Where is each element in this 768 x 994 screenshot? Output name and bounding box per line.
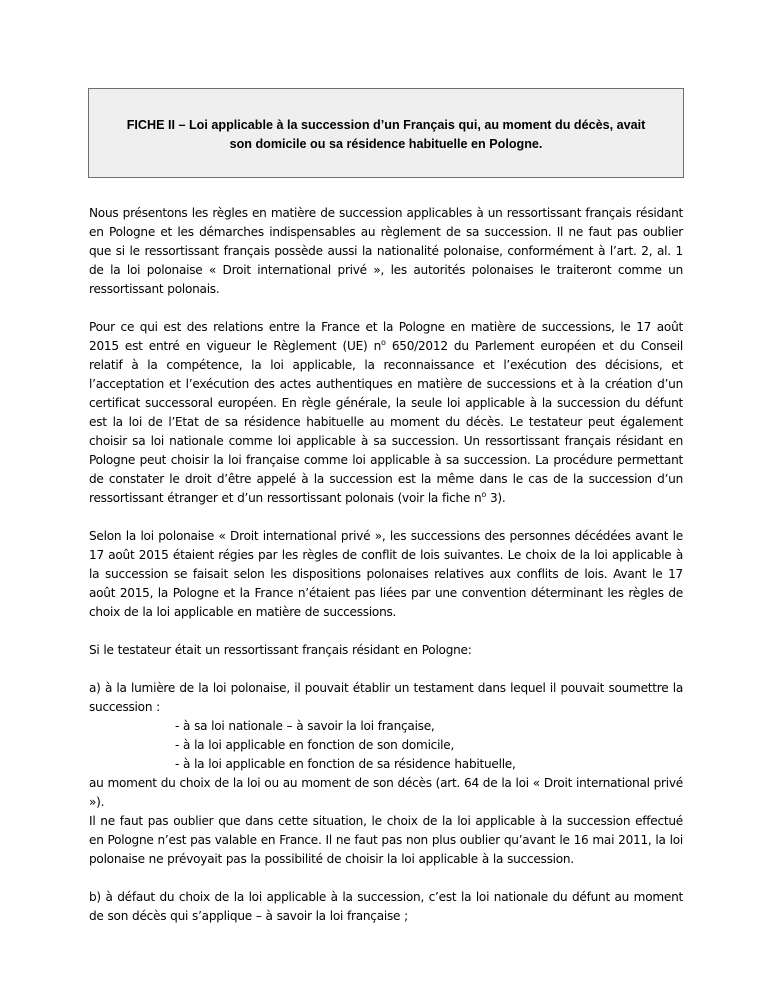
paragraph-intro: Nous présentons les règles en matière de succession applicables à un ressortissant français résidant en Pologne et les démarches indispensables au règlement de sa succession. Il ne faut pas oublier que si le ressortissant français possède aussi la nationalité polonaise, conformément à l’art. 2, al. 1 de la loi polonaise « Droit international privé », les autorités polonaises le traiteront comme un ressortissant polonais. bbox=[89, 206, 683, 296]
list-item: - à sa loi nationale – à savoir la loi française, bbox=[175, 719, 435, 733]
paragraph-regulation bbox=[89, 318, 683, 508]
paragraph-option-a-intro: a) à la lumière de la loi polonaise, il pouvait établir un testament dans lequel il pouvait soumettre la succession : bbox=[89, 681, 683, 714]
list-item: - à la loi applicable en fonction de sa résidence habituelle, bbox=[175, 757, 516, 771]
page-title bbox=[101, 116, 671, 154]
title-box bbox=[88, 88, 684, 178]
document-body bbox=[89, 204, 683, 945]
paragraph-testator: Si le testateur était un ressortissant français résidant en Pologne: bbox=[89, 643, 472, 657]
regulation-text-b: 650/2012 du Parlement européen et du Conseil relatif à la compétence, la loi applicable, la reconnaissance et l’exécution des décisions, et l’acceptation et l’exécution des actes authentiques en matière de successions et à la création d’un certificat successoral européen. En règle générale, la seule loi applicable à la succession du défunt est la loi de l’Etat de sa résidence habituelle au moment du décès. Le testateur peut également choisir sa loi nationale comme loi applicable à sa succession. Un ressortissant français résidant en Pologne peut choisir la loi française comme loi applicable à sa succession. La procédure permettant de constater le droit d’être appelé à la succession est la même dans le cas de la succession d’un ressortissant étranger et d’un ressortissant polonais (voir la fiche n bbox=[89, 339, 683, 505]
superscript-o: o bbox=[381, 337, 386, 347]
list-item: - à la loi applicable en fonction de son domicile, bbox=[175, 738, 455, 752]
title-line-1: FICHE II – Loi applicable à la succession d’un Français qui, au moment du décès, avait bbox=[126, 118, 646, 132]
paragraph-option-b: b) à défaut du choix de la loi applicable à la succession, c’est la loi nationale du défunt au moment de son décès qui s’applique – à savoir la loi française ; bbox=[89, 890, 683, 923]
regulation-text-a: Pour ce qui est des relations entre la France et la Pologne en matière de successions, le 17 août 2015 est entré en vigueur le Règlement (UE) n bbox=[89, 320, 683, 353]
paragraph-conflict-rules: Selon la loi polonaise « Droit international privé », les successions des personnes décédées avant le 17 août 2015 étaient régies par les règles de conflit de lois suivantes. Le choix de la loi applicable à la succession se faisait selon les dispositions polonaises relatives aux conflits de lois. Avant le 17 août 2015, la Pologne et la France n’étaient pas liées par une convention déterminant les règles de choix de la loi applicable en matière de successions. bbox=[89, 529, 683, 619]
paragraph-option-a-note: Il ne faut pas oublier que dans cette situation, le choix de la loi applicable à la succession effectué en Pologne n’est pas valable en France. Il ne faut pas non plus oublier qu’avant le 16 mai 2011, la loi polonaise ne prévoyait pas la possibilité de choisir la loi applicable à la succession. bbox=[89, 814, 683, 866]
paragraph-option-a-outro: au moment du choix de la loi ou au moment de son décès (art. 64 de la loi « Droit international privé »). bbox=[89, 776, 683, 809]
regulation-text-c: 3). bbox=[486, 491, 506, 505]
title-line-2: son domicile ou sa résidence habituelle en Pologne. bbox=[229, 137, 543, 151]
superscript-o: o bbox=[481, 489, 487, 499]
